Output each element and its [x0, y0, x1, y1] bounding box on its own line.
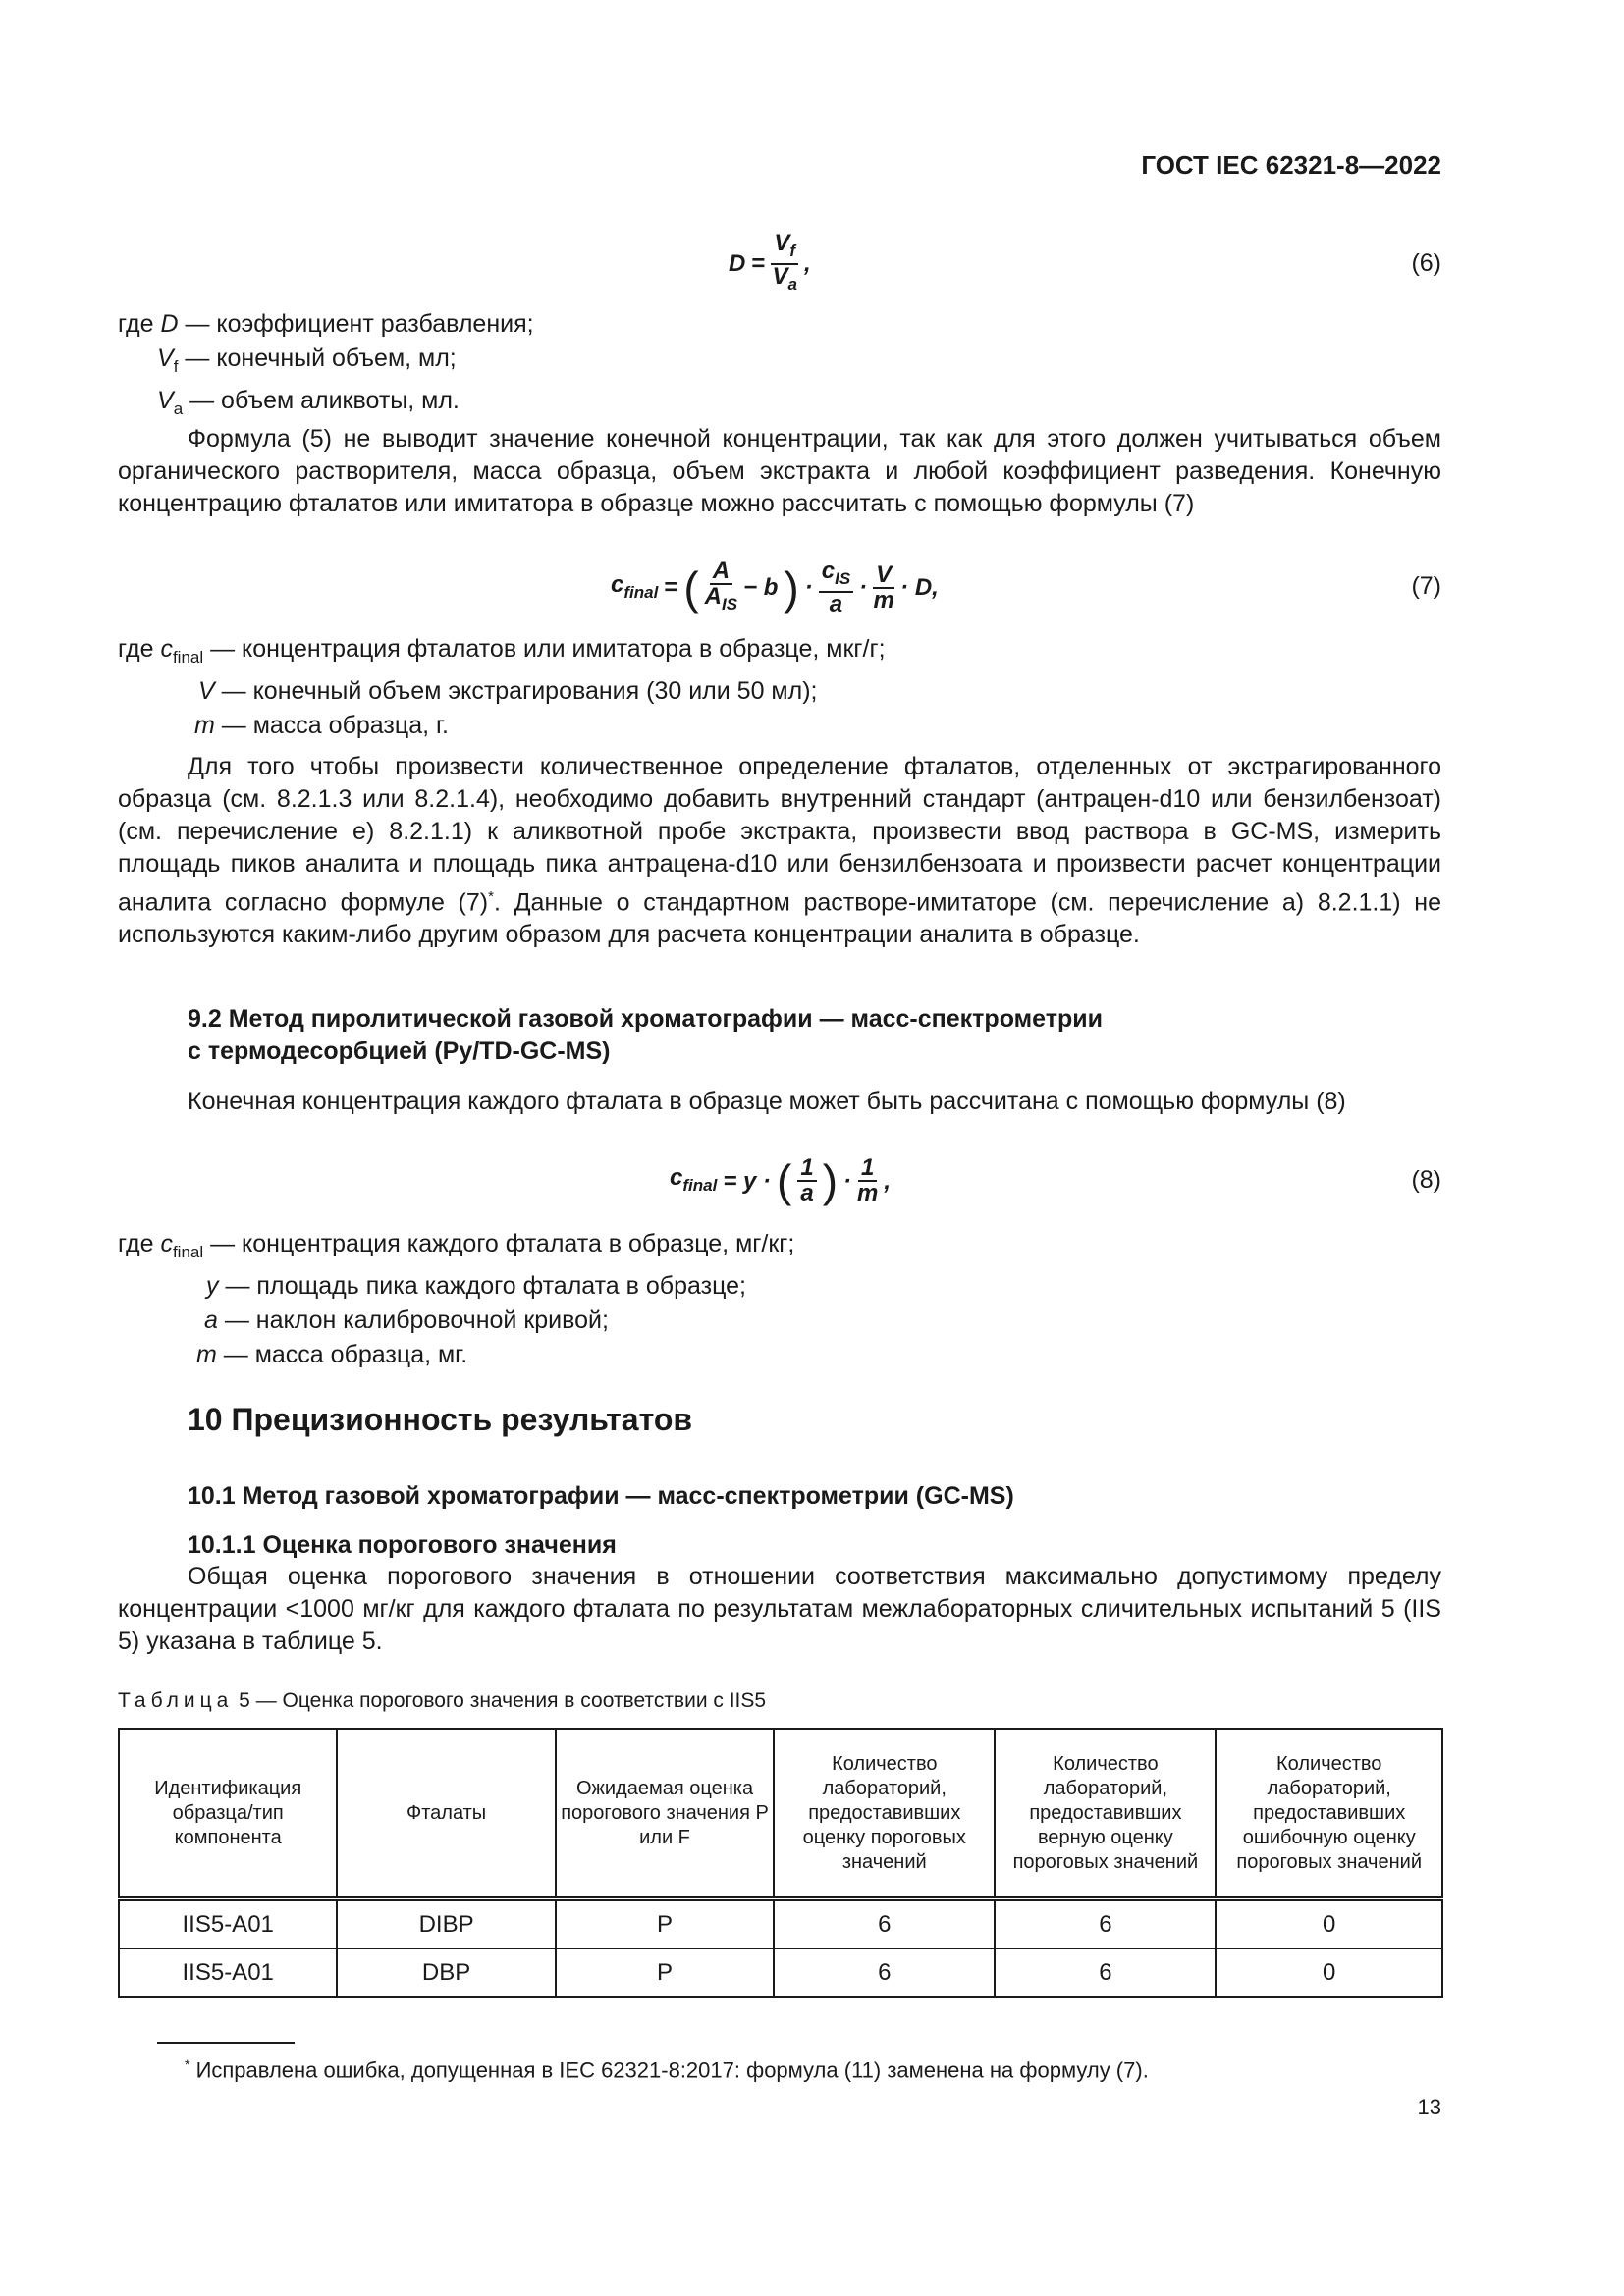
where-item: [118, 710, 886, 742]
fraction: [771, 232, 798, 296]
table-cell: 0: [1216, 1899, 1442, 1949]
formula-symbol: a: [829, 590, 843, 617]
formula-symbol: − b: [743, 574, 779, 602]
where-sub: f: [173, 357, 179, 376]
table-cell: P: [556, 1949, 774, 1997]
where-item: [118, 343, 534, 383]
formula-symbol: V: [873, 563, 894, 589]
footnote-divider: [157, 2042, 295, 2044]
where-text: — объем аликвоты, мл.: [183, 387, 460, 414]
where-text: — масса образца, мг.: [216, 1341, 468, 1368]
section-heading-9-2: [188, 1003, 1103, 1068]
where-symbol: V: [198, 677, 215, 705]
caption-text: 5 — Оценка порогового значения в соответствии с IIS5: [233, 1689, 767, 1712]
table-row: [119, 1949, 1442, 1997]
where-symbol: D: [160, 310, 179, 338]
where-sub: final: [172, 648, 204, 667]
formula-7: $c_{final}$ = ( $\frac{A}{A_{IS}}$ − b ) · $\frac{c_{IS}}{a}$ · $\frac{V}{m}$ · D,: [611, 558, 939, 617]
table-cell: DBP: [337, 1949, 555, 1997]
document-id: ГОСТ IEC 62321-8—2022: [1141, 150, 1441, 180]
table-cell: 6: [774, 1899, 995, 1949]
formula-sub: f: [789, 240, 796, 260]
where-text: — концентрация каждого фталата в образце, мг/кг;: [203, 1230, 795, 1257]
formula-6: D = $\frac{V_f}{V_a}$ ,: [729, 232, 811, 296]
where-sub: a: [173, 400, 184, 418]
where-text: — масса образца, г.: [214, 712, 449, 739]
where-item: [118, 1270, 794, 1303]
formula-sub: final: [623, 582, 659, 602]
table-cell: 0: [1216, 1949, 1442, 1997]
where-lead: где: [118, 635, 161, 663]
where-symbol: V: [157, 345, 174, 372]
where-symbol: m: [196, 1341, 217, 1368]
table-cell: 6: [995, 1899, 1216, 1949]
formula-symbol: c: [821, 558, 836, 584]
where-text: — конечный объем экстрагирования (30 или 50 мл);: [214, 677, 818, 705]
where-item: [118, 633, 886, 673]
formula-sub: IS: [835, 568, 851, 588]
where-symbol: c: [160, 635, 173, 663]
footnote-reference[interactable]: *: [488, 888, 494, 905]
column-header: Количество лабораторий, предоставивших верную оценку пороговых значений: [995, 1729, 1216, 1899]
where-symbol: y: [206, 1272, 219, 1300]
formula-symbol: A: [710, 560, 732, 585]
table-caption: [118, 1684, 766, 1717]
formula-symbol: c: [670, 1163, 683, 1191]
table-row: [119, 1899, 1442, 1949]
table-cell: 6: [774, 1949, 995, 1997]
paragraph: Конечная концентрация каждого фталата в образце может быть рассчитана с помощью формулы (8): [188, 1088, 1346, 1115]
page-number: 13: [1417, 2095, 1441, 2119]
where-symbol: a: [204, 1307, 218, 1334]
equation-number: (7): [1411, 572, 1441, 600]
formula-symbol: c: [611, 570, 624, 598]
table-cell: IIS5-A01: [119, 1949, 337, 1997]
formula-symbol: 1: [858, 1156, 877, 1182]
where-symbol: c: [160, 1230, 173, 1257]
where-text: — концентрация фталатов или имитатора в образце, мкг/г;: [203, 635, 886, 663]
fraction: [873, 563, 894, 613]
fraction: [857, 1156, 878, 1205]
table-cell: 6: [995, 1949, 1216, 1997]
formula-symbol: · D,: [900, 574, 939, 602]
paragraph: Общая оценка порогового значения в отношении соответствия максимально допустимому пределу концентрации <1000 мг/кг для каждого фталата по результатам межлабораторных сличительных испытаний 5 (IIS 5) указана в таблице 5.: [118, 1563, 1441, 1655]
where-symbol: m: [194, 712, 215, 739]
formula-sub: a: [787, 274, 797, 294]
formula-symbol: V: [774, 230, 790, 256]
fraction: [705, 560, 737, 616]
footnote-mark: *: [185, 2056, 190, 2072]
footnote: [185, 2049, 1149, 2086]
formula-sub: IS: [722, 594, 738, 614]
where-item: [118, 1339, 794, 1371]
formula-punct: ,: [884, 1167, 892, 1195]
column-header: Фталаты: [337, 1729, 555, 1899]
where-item: [118, 1305, 794, 1337]
formula-symbol: a: [800, 1180, 814, 1206]
section-heading-10-1: 10.1 Метод газовой хроматографии — масс-спектрометрии (GC-MS): [188, 1482, 1014, 1510]
where-list-6: [118, 308, 534, 425]
paragraph: [118, 751, 1441, 951]
formula-sub: final: [682, 1175, 718, 1195]
caption-label: Таблица: [118, 1689, 234, 1712]
paragraph-text: . Данные о стандартном растворе-имитаторе (см. перечисление а) 8.2.1.1) не используются каким-либо другим образом для расчета концентрации аналита в образце.: [118, 888, 1442, 949]
equation-number: (8): [1411, 1166, 1441, 1194]
formula-8: $c_{final}$ = y · ( $\frac{1}{a}$ ) · $\frac{1}{m}$ ,: [670, 1154, 892, 1206]
table-header-row: [119, 1729, 1442, 1899]
fraction: [797, 1156, 816, 1205]
where-text: — площадь пика каждого фталата в образце;: [218, 1272, 746, 1300]
where-item: [118, 308, 534, 341]
formula-symbol: m: [873, 586, 894, 614]
footnote-text: Исправлена ошибка, допущенная в IEC 62321-8:2017: формула (11) заменена на формулу (7).: [189, 2057, 1149, 2083]
column-header: Ожидаемая оценка порогового значения P или F: [556, 1729, 774, 1899]
fraction: [819, 560, 853, 616]
section-heading-10-1-1: 10.1.1 Оценка порогового значения: [188, 1531, 617, 1559]
paragraph-text: Для того чтобы произвести количественное определение фталатов, отделенных от экстрагированного образца (см. 8.2.1.3 или 8.2.1.4), необходимо добавить внутренний стандарт (антрацен-d10 или бензилбензоат) (см. перечисление е) 8.2.1.1) к аликвотной пробе экстракта, произвести ввод раствора в GC-MS, измерить площадь пиков аналита и площадь пика антрацена-d10 или бензилбензоата и произвести расчет концентрации аналита согласно формуле (7): [118, 753, 1441, 917]
table-cell: P: [556, 1899, 774, 1949]
where-sub: final: [172, 1243, 204, 1261]
where-text: — наклон калибровочной кривой;: [217, 1307, 609, 1334]
where-symbol: V: [157, 387, 174, 414]
column-header: Количество лабораторий, предоставивших ошибочную оценку пороговых значений: [1216, 1729, 1442, 1899]
threshold-table: [118, 1728, 1443, 1998]
formula-symbol: = y ·: [723, 1167, 772, 1195]
formula-symbol: A: [704, 583, 722, 610]
section-heading-10: 10 Прецизионность результатов: [188, 1402, 693, 1437]
where-item: [118, 675, 886, 708]
heading-line: 9.2 Метод пиролитической газовой хроматографии — масс-спектрометрии: [188, 1005, 1103, 1033]
formula-symbol: V: [772, 262, 788, 290]
paragraph: Формула (5) не выводит значение конечной концентрации, так как для этого должен учитываться объем органического растворителя, масса образца, объем экстракта и любой коэффициент разведения. Конечную концентрацию фталатов или имитатора в образце можно рассчитать с помощью формулы (7): [118, 425, 1441, 517]
where-list-7: [118, 633, 886, 742]
table-cell: IIS5-A01: [119, 1899, 337, 1949]
where-text: — коэффициент разбавления;: [178, 310, 534, 338]
where-text: — конечный объем, мл;: [178, 345, 457, 372]
formula-symbol: 1: [797, 1156, 816, 1182]
heading-line: с термодесорбцией (Py/TD-GC-MS): [188, 1038, 611, 1065]
formula-symbol: m: [857, 1180, 879, 1206]
column-header: Идентификация образца/тип компонента: [119, 1729, 337, 1899]
equation-number: (6): [1411, 249, 1441, 277]
where-item: [118, 385, 534, 425]
where-lead: где: [118, 310, 161, 338]
formula-punct: ,: [804, 250, 811, 278]
column-header: Количество лабораторий, предоставивших оценку пороговых значений: [774, 1729, 995, 1899]
formula-symbol: D: [729, 250, 746, 278]
where-item: [118, 1228, 794, 1268]
where-list-8: [118, 1228, 794, 1371]
table-cell: DIBP: [337, 1899, 555, 1949]
where-lead: где: [118, 1230, 161, 1257]
